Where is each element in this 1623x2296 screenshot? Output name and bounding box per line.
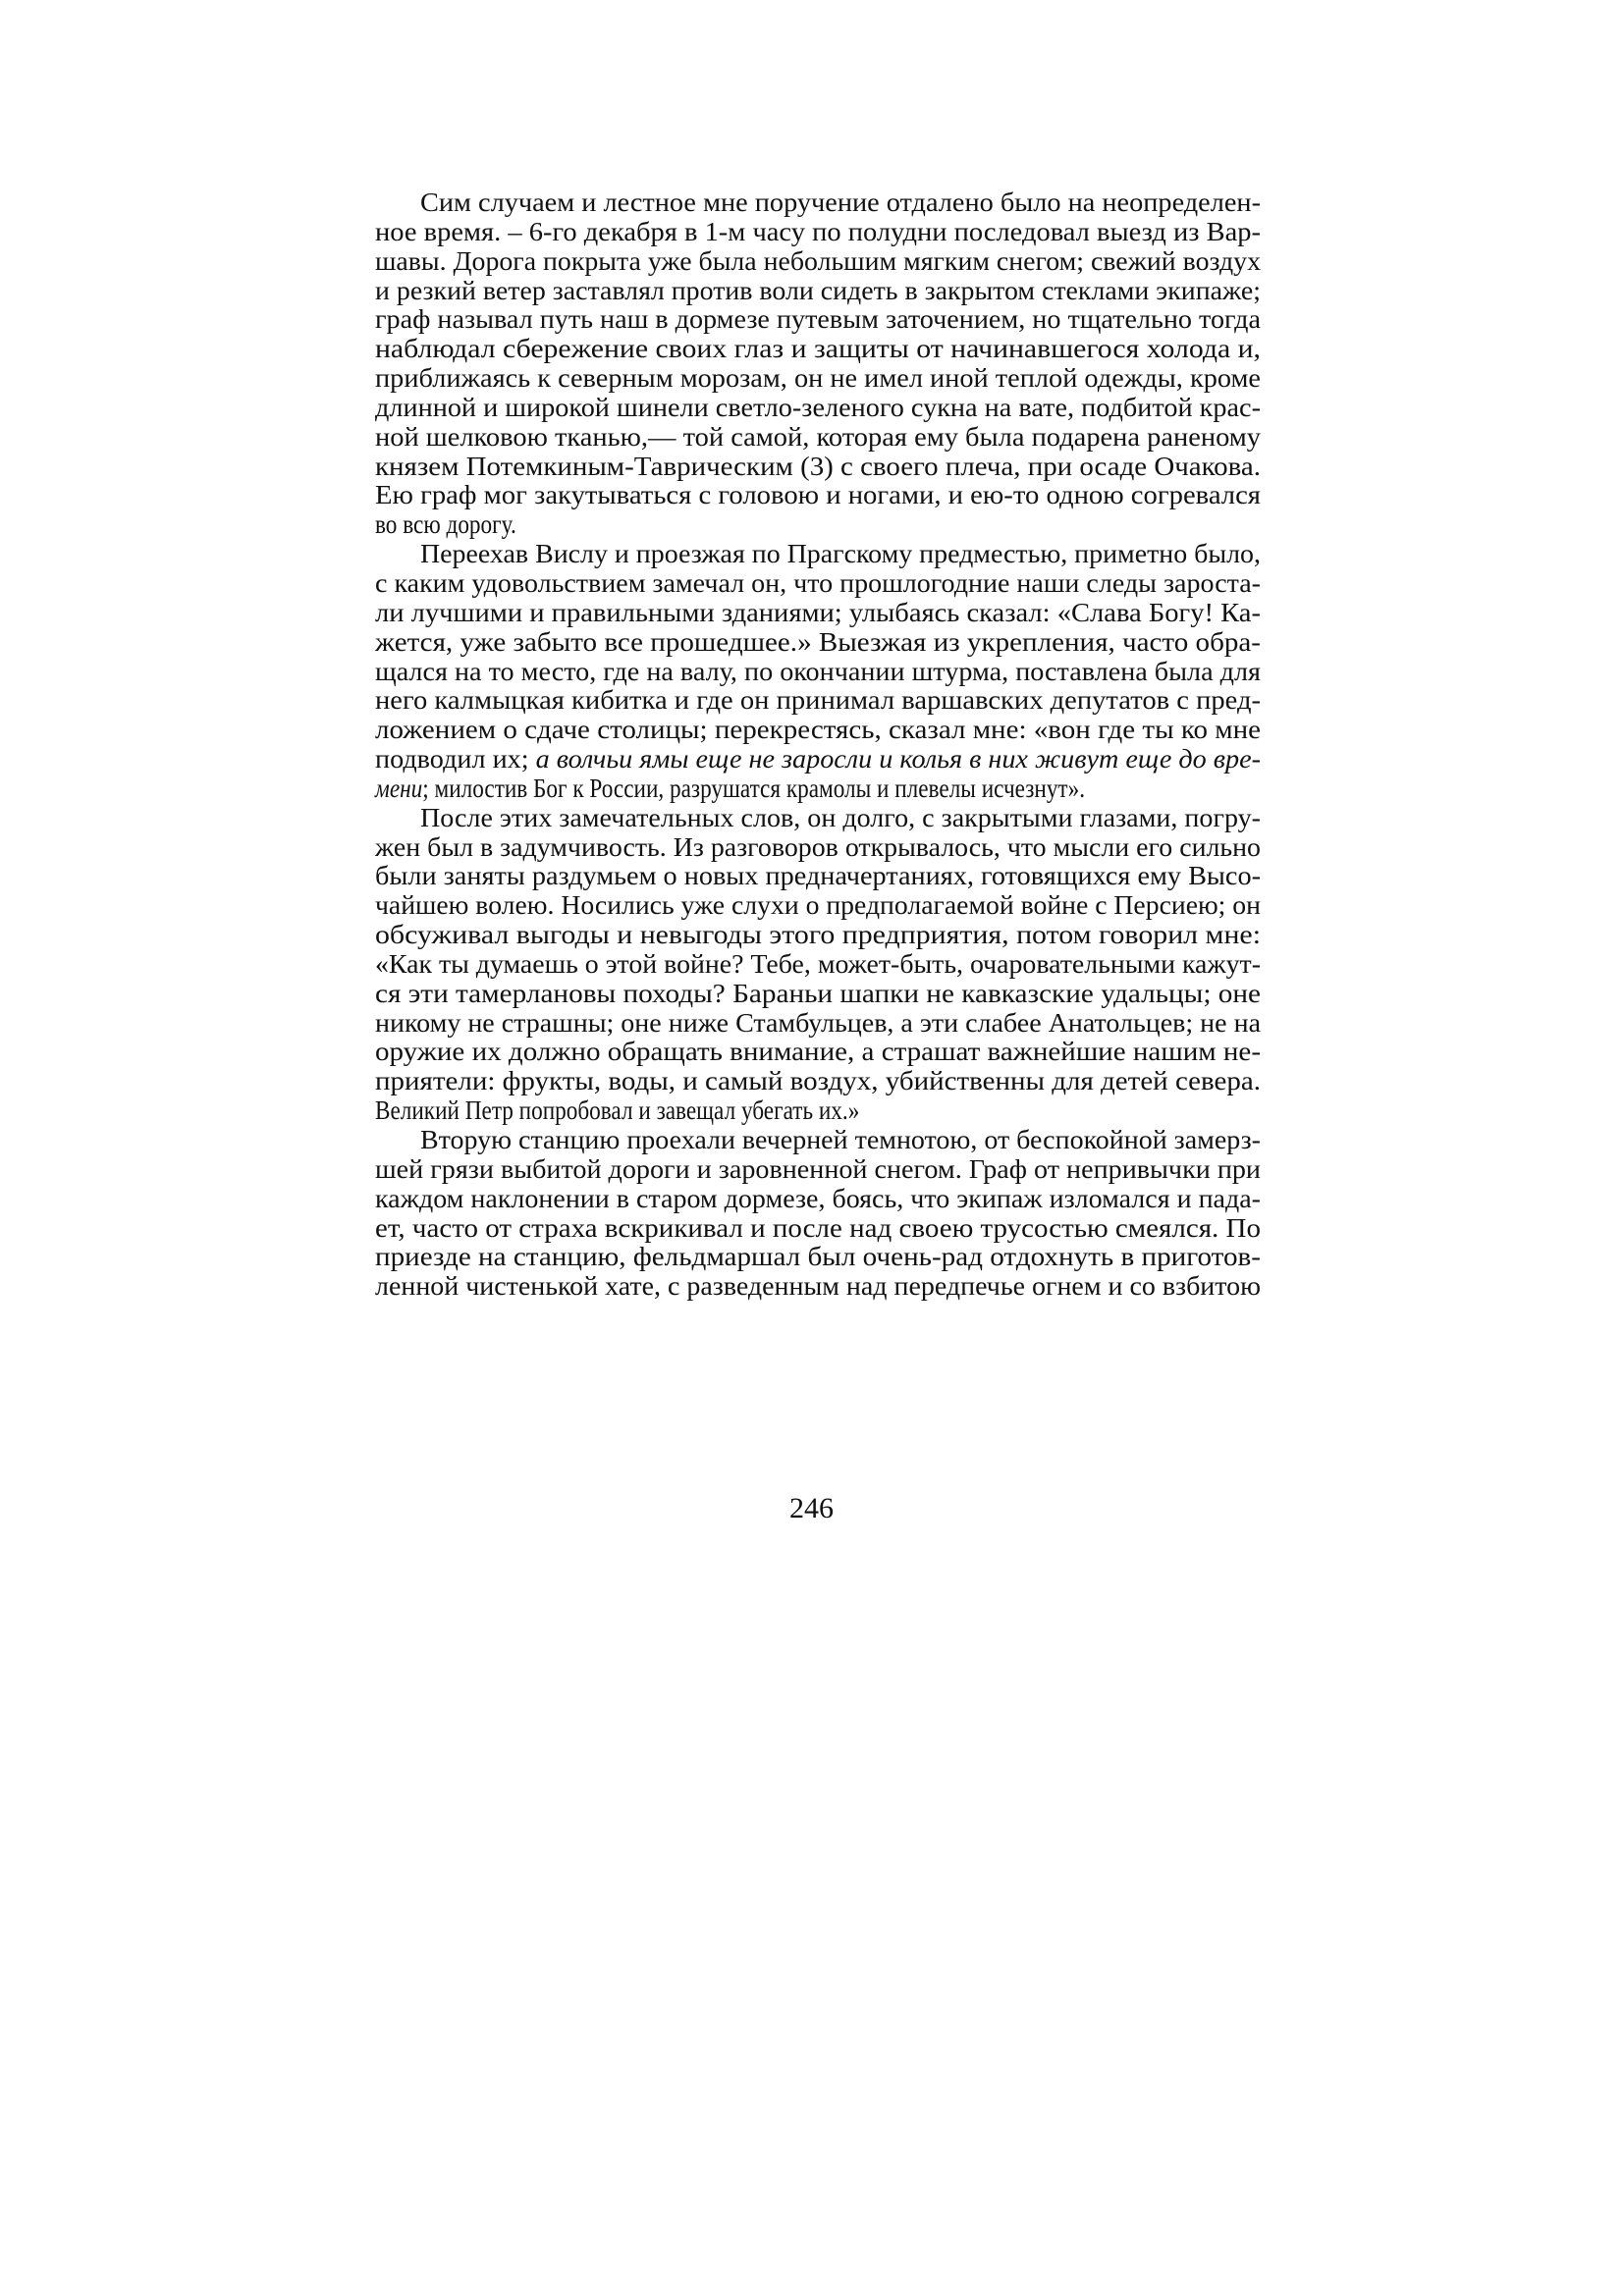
text-line <box>375 1272 1261 1302</box>
line-text <box>375 1185 1261 1214</box>
line-text <box>375 394 1261 423</box>
text-line <box>375 1067 1261 1096</box>
text-line <box>375 980 1261 1009</box>
text-line <box>375 247 1261 277</box>
text-run: Ею граф мог закутываться с головою и ногами, и ею-то одною согревался <box>375 480 1261 510</box>
text-line <box>375 453 1261 482</box>
text-line <box>375 745 1261 774</box>
text-run: шей грязи выбитой дороги и заровненной снегом. Граф от непривычки при <box>375 1153 1261 1184</box>
text-line <box>375 364 1261 394</box>
text-run: с каким удовольствием замечал он, что прошлогодние наши следы зароста- <box>375 567 1261 598</box>
text-run: наблюдал сбережение своих глаз и защиты от начинавшегося холода и, <box>375 334 1261 364</box>
text-run: него калмыцкая кибитка и где он принимал варшавских депутатов с пред- <box>375 685 1261 716</box>
text-run: никому не страшны; оне ниже Стамбульцев, а эти слабее Анатольцев; не на <box>375 1007 1261 1038</box>
line-text <box>375 921 1261 950</box>
text-run: жен был в задумчивость. Из разговоров открывалось, что мысли его сильно <box>375 831 1261 862</box>
line-text <box>375 335 1261 364</box>
text-run: ной шелковою тканью,— той самой, которая ему была подарена раненому <box>375 421 1261 452</box>
line-text <box>375 1096 859 1126</box>
text-run: чайшею волею. Носились уже слухи о предполагаемой войне с Персиею; он <box>375 890 1261 921</box>
text-run: «Как ты думаешь о этой войне? Тебе, может-быть, очаровательными кажут- <box>375 948 1261 979</box>
paragraph-first-line <box>375 1126 1261 1155</box>
line-text <box>375 481 1261 510</box>
text-line <box>375 277 1261 306</box>
line-text <box>375 1214 1261 1244</box>
line-text <box>375 628 1261 658</box>
text-line <box>375 305 1261 335</box>
line-text <box>420 188 1261 218</box>
text-run: шавы. Дорога покрыта уже была небольшим мягким снегом; свежий воздух <box>375 245 1261 276</box>
line-text <box>420 804 1261 833</box>
text-run: Вторую станцию проехали вечерней темнотою, от беспокойной замерз- <box>420 1125 1261 1154</box>
line-text <box>375 774 1085 804</box>
text-line <box>375 510 1261 540</box>
paragraph-first-line <box>375 188 1261 218</box>
text-run: ет, часто от страха вскрикивал и после над своею трусостью смеялся. По <box>375 1212 1261 1243</box>
text-run: длинной и широкой шинели светло-зеленого сукна на вате, подбитой крас- <box>375 392 1261 422</box>
line-text <box>375 891 1261 921</box>
text-run: каждом наклонении в старом дормезе, боясь, что экипаж изломался и пада- <box>375 1183 1261 1213</box>
line-text <box>375 1155 1261 1185</box>
text-run: оружие их должно обращать внимание, а страшат важнейшие нашим не- <box>375 1037 1261 1067</box>
line-text <box>375 453 1261 482</box>
text-run: ся эти тамерлановы походы? Бараньи шапки не кавказские удальцы; оне <box>375 978 1261 1008</box>
line-text <box>420 540 1261 569</box>
text-run: ложением о сдаче столицы; перекрестясь, сказал мне: «вон где ты ко мне <box>375 715 1261 745</box>
line-text <box>375 247 1261 277</box>
paragraph-first-line <box>375 804 1261 833</box>
text-line <box>375 833 1261 863</box>
line-text <box>375 950 1261 980</box>
text-line <box>375 423 1261 453</box>
text-run: ное время. – 6-го декабря в 1-м часу по полудни последовал выезд из Вар- <box>375 216 1261 246</box>
line-text <box>375 716 1261 745</box>
text-run: Сим случаем и лестное мне поручение отдалено было на неопределен- <box>420 187 1261 217</box>
text-line <box>375 716 1261 745</box>
text-line <box>375 1155 1261 1185</box>
text-run: и резкий ветер заставлял против воли сидеть в закрытом стеклами экипаже; <box>375 275 1261 305</box>
text-run: ; милостив Бог к России, разрушатся крамолы и плевелы исчезнут». <box>422 773 1086 803</box>
text-line <box>375 891 1261 921</box>
body-text <box>375 188 1261 1302</box>
line-text <box>375 862 1261 891</box>
text-line <box>375 569 1261 599</box>
text-line <box>375 921 1261 950</box>
paragraph-first-line <box>375 540 1261 569</box>
line-text <box>375 569 1261 599</box>
line-text <box>375 1243 1261 1272</box>
text-line <box>375 658 1261 687</box>
text-line <box>375 1009 1261 1039</box>
line-text <box>375 1067 1261 1096</box>
text-run: Великий Петр попробовал и завещал убегать их.» <box>375 1095 860 1126</box>
text-line <box>375 1185 1261 1214</box>
text-line <box>375 1243 1261 1272</box>
line-text <box>375 1038 1261 1067</box>
line-text <box>375 218 1261 247</box>
text-line <box>375 774 1261 804</box>
line-text <box>375 658 1261 687</box>
text-line <box>375 1038 1261 1067</box>
line-text <box>375 833 1261 863</box>
text-line <box>375 335 1261 364</box>
text-run: Переехав Вислу и проезжая по Прагскому предместью, приметно было, <box>420 539 1261 569</box>
text-run: приближаясь к северным морозам, он не имел иной теплой одежды, кроме <box>375 363 1261 394</box>
text-line <box>375 394 1261 423</box>
text-line <box>375 1214 1261 1244</box>
italic-text: мени <box>375 773 423 803</box>
text-line <box>375 862 1261 891</box>
text-run: После этих замечательных слов, он долго, с закрытыми глазами, погру- <box>420 802 1261 832</box>
line-text <box>375 510 516 540</box>
text-line <box>375 481 1261 510</box>
text-run: во всю дорогу. <box>375 509 516 540</box>
text-run: приятели: фрукты, воды, и самый воздух, убийственны для детей севера. <box>375 1066 1261 1096</box>
text-run: ленной чистенькой хате, с разведенным над передпечье огнем и со взбитою <box>375 1271 1261 1302</box>
text-run: князем Потемкиным-Таврическим (3) с своего плеча, при осаде Очакова. <box>375 451 1261 481</box>
text-line <box>375 686 1261 716</box>
text-line <box>375 628 1261 658</box>
line-text <box>375 423 1261 453</box>
text-line <box>375 950 1261 980</box>
page-number: 246 <box>789 1492 834 1524</box>
text-run: были заняты раздумьем о новых предначертаниях, готовящихся ему Высо- <box>375 861 1261 891</box>
line-text <box>375 686 1261 716</box>
italic-text: а волчьи ямы еще не заросли и колья в них живут еще до вре- <box>535 744 1261 774</box>
line-text <box>375 599 1261 628</box>
text-run: жется, уже забыто все прошедшее.» Выезжая из укрепления, часто обра- <box>375 626 1261 657</box>
text-run: обсуживал выгоды и невыгоды этого предприятия, потом говорил мне: <box>375 920 1261 950</box>
line-text <box>375 980 1261 1009</box>
text-run: щался на то место, где на валу, по окончании штурма, поставлена была для <box>375 656 1261 686</box>
text-line <box>375 599 1261 628</box>
text-run: приезде на станцию, фельдмаршал был очень-рад отдохнуть в приготов- <box>375 1242 1261 1272</box>
text-line <box>375 1096 1261 1126</box>
line-text <box>375 745 1261 774</box>
line-text <box>420 1126 1261 1155</box>
text-run: подводил их; <box>375 744 536 774</box>
text-run: граф называл путь наш в дормезе путевым заточением, но тщательно тогда <box>375 304 1261 335</box>
line-text <box>375 364 1261 394</box>
line-text <box>375 305 1261 335</box>
line-text <box>375 1009 1261 1039</box>
line-text <box>375 1272 1261 1302</box>
text-run: ли лучшими и правильными зданиями; улыбаясь сказал: «Слава Богу! Ка- <box>375 597 1261 627</box>
line-text <box>375 277 1261 306</box>
text-line <box>375 218 1261 247</box>
